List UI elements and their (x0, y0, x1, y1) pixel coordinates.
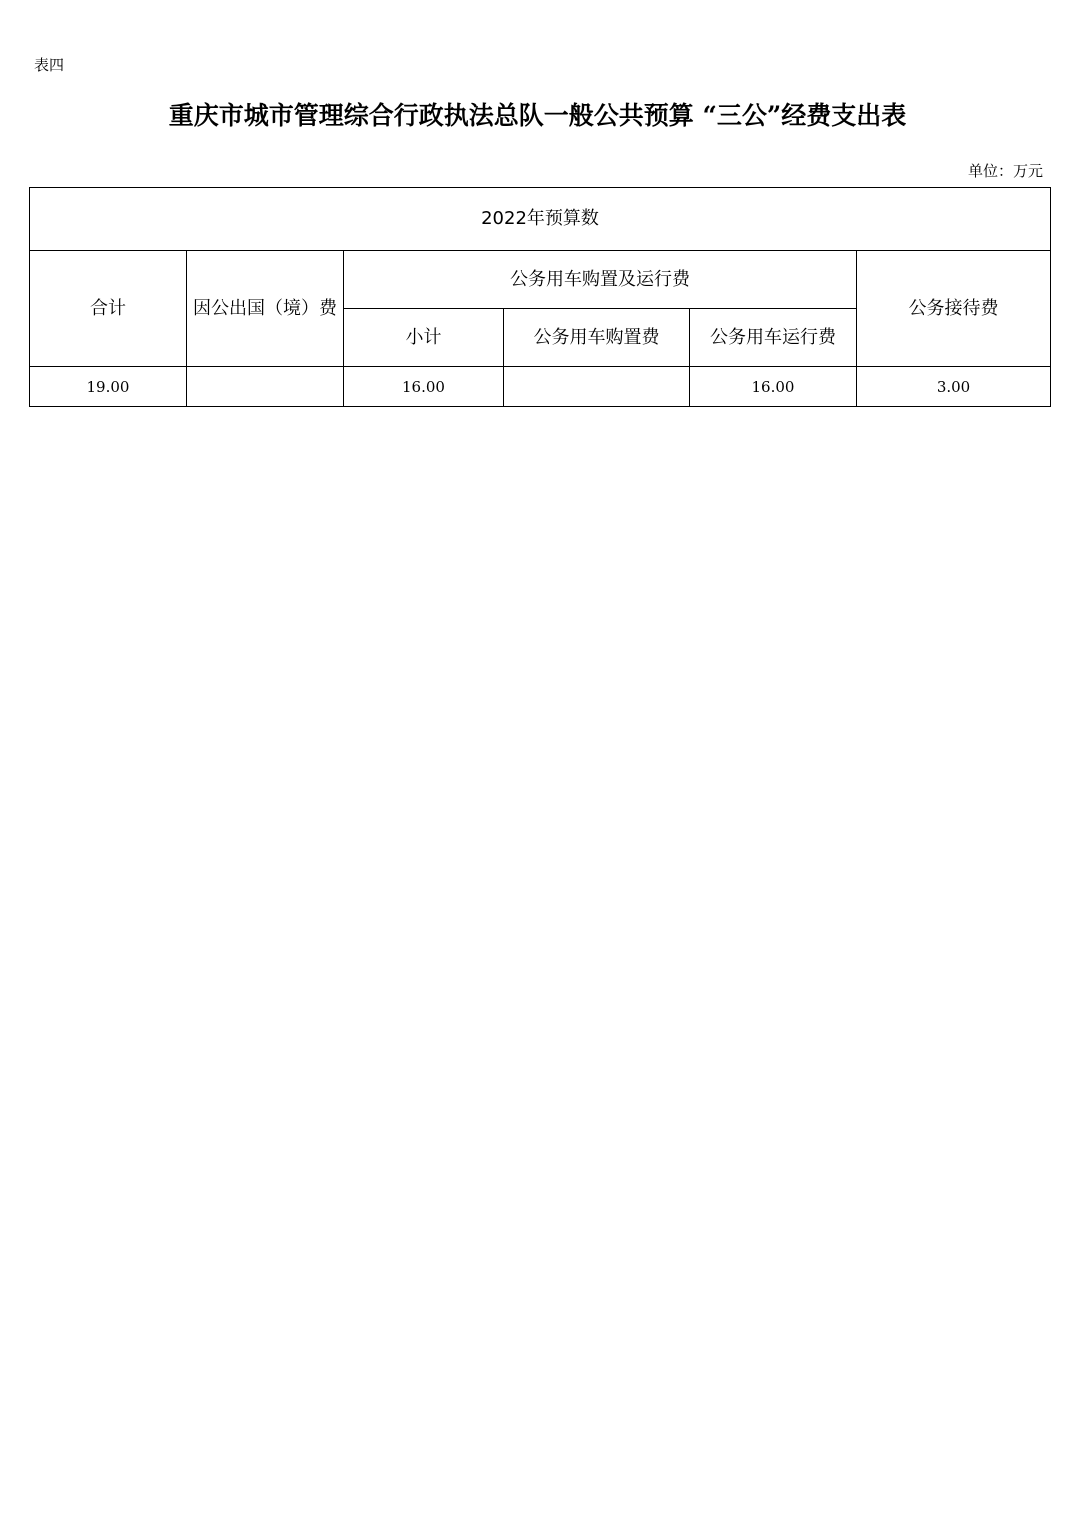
table-row (30, 367, 1051, 407)
year-header-row (30, 188, 1051, 251)
header-vehicle-operation: 公务用车运行费 (690, 309, 857, 367)
header-row-1 (30, 251, 1051, 309)
header-subtotal: 小计 (344, 309, 504, 367)
table-number-label: 表四 (34, 56, 65, 74)
page-title: 重庆市城市管理综合行政执法总队一般公共预算 “三公”经费支出表 (168, 101, 907, 130)
cell-abroad (187, 367, 344, 407)
cell-vehicle-purchase (504, 367, 690, 407)
header-abroad: 因公出国（境）费 (187, 251, 344, 367)
header-vehicle-group: 公务用车购置及运行费 (344, 251, 857, 309)
cell-reception: 3.00 (857, 367, 1051, 407)
header-vehicle-purchase: 公务用车购置费 (504, 309, 690, 367)
header-reception: 公务接待费 (857, 251, 1051, 367)
cell-vehicle-operation: 16.00 (690, 367, 857, 407)
budget-table (29, 187, 1051, 407)
unit-label: 单位：万元 (967, 162, 1043, 180)
cell-subtotal: 16.00 (344, 367, 504, 407)
header-total: 合计 (30, 251, 187, 367)
cell-total: 19.00 (30, 367, 187, 407)
year-header-cell: 2022年预算数 (30, 188, 1051, 251)
